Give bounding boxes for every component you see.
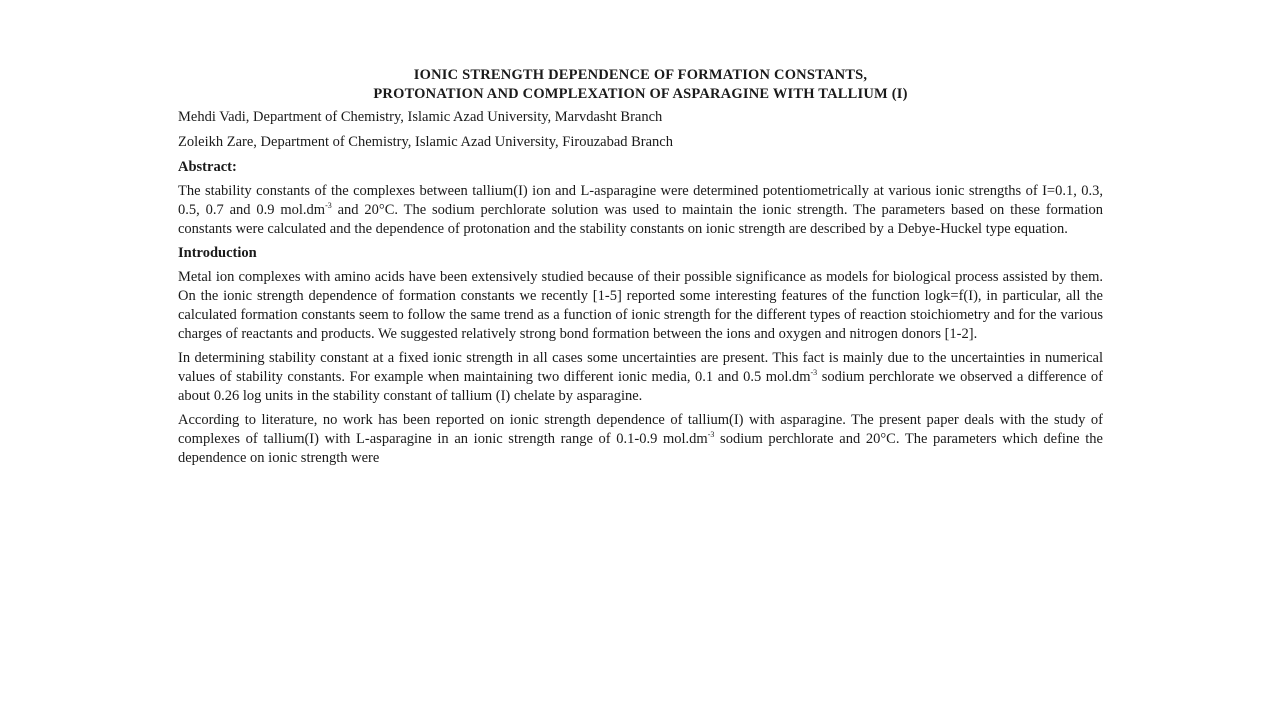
intro-p2-text-b: sodium perchlorate we observed a difference of about 0.26 log units in the stability constant of tallium (I) chelate by asparagine.: [178, 369, 1103, 404]
author-2: Zoleikh Zare, Department of Chemistry, Islamic Azad University, Firouzabad Branch: [178, 134, 673, 150]
abstract-superscript: -3: [325, 201, 332, 211]
title-line-1: IONIC STRENGTH DEPENDENCE OF FORMATION CONSTANTS,: [413, 67, 868, 83]
intro-p3-text-b: sodium perchlorate and 20°C. The parameters which define the dependence on ionic strength were: [178, 431, 1103, 466]
title-line-2: PROTONATION AND COMPLEXATION OF ASPARAGINE WITH TALLIUM (I): [373, 86, 908, 102]
document-page: [178, 64, 1103, 704]
paper-title: [178, 66, 1103, 104]
abstract-paragraph: [178, 182, 1103, 239]
intro-paragraph-1: Metal ion complexes with amino acids have been extensively studied because of their possible significance as models for biological process assisted by them. On the ionic strength dependence of formation constants we recently [1-5] reported some interesting features of the function logk=f(I), in particular, all the calculated formation constants seem to follow the same trend as a function of ionic strength for the different types of reaction stoichiometry and for the various charges of reactants and products. We suggested relatively strong bond formation between the ions and oxygen and nitrogen donors [1-2].: [178, 269, 1103, 342]
abstract-text-a: The stability constants of the complexes between tallium(I) ion and L-asparagine were determined potentiometrically at various ionic strengths of I=0.1, 0.3, 0.5, 0.7 and 0.9 mol.dm: [178, 183, 1103, 218]
intro-paragraph-2: [178, 349, 1103, 406]
intro-p2-text-a: In determining stability constant at a fixed ionic strength in all cases some uncertainties are present. This fact is mainly due to the uncertainties in numerical values of stability constants. For example when maintaining two different ionic media, 0.1 and 0.5 mol.dm: [178, 350, 1103, 385]
abstract-heading: Abstract:: [178, 159, 237, 175]
intro-p2-superscript: -3: [810, 368, 818, 378]
intro-p3-superscript: -3: [707, 430, 715, 440]
introduction-heading: Introduction: [178, 245, 257, 261]
author-1: Mehdi Vadi, Department of Chemistry, Islamic Azad University, Marvdasht Branch: [178, 109, 663, 125]
abstract-text-b: and 20°C. The sodium perchlorate solution was used to maintain the ionic strength. The parameters based on these formation constants were calculated and the dependence of protonation and the stability constants on ionic strength are described by a Debye-Huckel type equation.: [178, 202, 1103, 237]
intro-paragraph-3: [178, 411, 1103, 468]
intro-p3-text-a: According to literature, no work has been reported on ionic strength dependence of tallium(I) with asparagine. The present paper deals with the study of complexes of tallium(I) with L-asparagine in an ionic strength range of 0.1-0.9 mol.dm: [178, 412, 1103, 447]
